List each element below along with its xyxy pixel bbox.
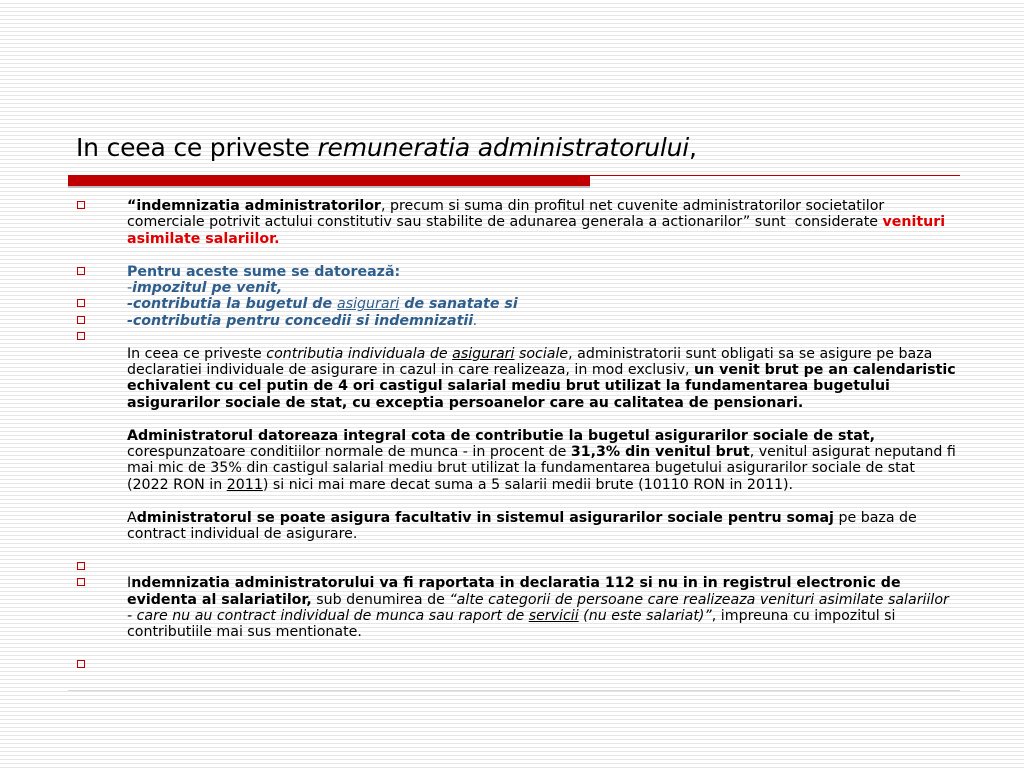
hollow-square-bullet-icon bbox=[77, 201, 85, 209]
bullet-paragraph bbox=[127, 329, 956, 345]
bullet-paragraph bbox=[127, 345, 961, 412]
text-run: , precum si suma din profitul net cuvenite administratorilor societatilor comerciale potrivit actului constitutiv sau stabilite de adunarea generala a actionarilor” sunt considerate bbox=[127, 198, 889, 231]
title-rule bbox=[68, 172, 960, 188]
bullet-item bbox=[76, 313, 956, 329]
bullet-item bbox=[76, 559, 956, 575]
text-run: asigurari bbox=[337, 296, 400, 313]
text-run: . bbox=[473, 312, 478, 329]
hollow-square-bullet-icon bbox=[77, 660, 85, 668]
hollow-square-bullet-icon bbox=[77, 299, 85, 307]
title-rule-red-bar bbox=[68, 175, 590, 186]
text-run: A bbox=[127, 509, 137, 526]
text-run: , impreuna cu impozitul si contributiile mai sus mentionate. bbox=[127, 608, 900, 641]
paragraph-gap bbox=[76, 641, 956, 657]
text-run: Administratorul datoreaza integral cota de contributie la bugetul asigurarilor sociale de stat, bbox=[127, 427, 875, 444]
text-run: -contributia la bugetul de bbox=[127, 296, 338, 313]
bullet-paragraph bbox=[127, 411, 956, 427]
hollow-square-bullet-icon bbox=[77, 332, 85, 340]
text-run: impozitul pe venit, bbox=[132, 280, 283, 297]
slide-title bbox=[76, 133, 697, 162]
slide-content bbox=[76, 198, 961, 674]
bottom-rule bbox=[68, 690, 960, 691]
title-rule-line bbox=[590, 175, 960, 176]
text-run: servicii bbox=[528, 608, 579, 625]
bullet-paragraph bbox=[127, 198, 956, 247]
bullet-paragraph bbox=[127, 493, 956, 509]
bullet-paragraph bbox=[127, 313, 956, 329]
text-run: asigurari bbox=[452, 345, 515, 362]
text-run: In ceea ce priveste bbox=[127, 345, 267, 362]
title-rule-shadow bbox=[68, 186, 590, 188]
text-run: venituri asimilate salariilor. bbox=[127, 214, 951, 247]
text-run: I bbox=[127, 575, 132, 592]
title-text: In ceea ce priveste bbox=[76, 133, 318, 162]
text-run: un venit brut pe an calendaristic echivalent cu cel putin de 4 ori castigul salarial mediu brut utilizat la fundamentarea bugetului asigurarilor sociale de stat, cu exceptia persoanelor care au calitatea de pensionari. bbox=[127, 362, 961, 411]
bullet-paragraph bbox=[127, 264, 956, 297]
bullet-paragraph bbox=[127, 510, 956, 543]
text-run: dministratorul se poate asigura facultativ in sistemul asigurarilor sociale pentru somaj bbox=[136, 509, 834, 526]
text-run: contributia individuala de bbox=[266, 345, 453, 362]
hollow-square-bullet-icon bbox=[77, 267, 85, 275]
text-run: de sanatate si bbox=[399, 296, 518, 313]
bullet-item bbox=[76, 264, 956, 297]
bullet-paragraph bbox=[127, 427, 961, 494]
text-run: 31,3% din venitul brut bbox=[570, 444, 750, 461]
text-run: - bbox=[127, 280, 133, 297]
title-suffix: , bbox=[689, 133, 697, 162]
text-run: -contributia pentru concedii si indemnizatii bbox=[127, 312, 474, 329]
text-run: (nu este salariat)” bbox=[578, 608, 712, 625]
bullet-item bbox=[76, 657, 956, 673]
bullet-paragraph bbox=[127, 657, 956, 673]
bullet-item bbox=[76, 296, 956, 312]
paragraph-gap bbox=[76, 542, 956, 558]
text-run: ndemnizatia administratorului va fi raportata in declaratia 112 si nu in in registrul electronic de evidenta al salariatilor, bbox=[127, 575, 906, 608]
text-run: , administratorii sunt obligati sa se asigure pe baza declaratiei individuale de asigurare in cazul in care realizeaza, in mod exclusiv, bbox=[127, 345, 937, 379]
text-run: “alte categorii de persoane care realizeaza venituri asimilate salariilor - care nu au contract individual de munca sau raport de bbox=[127, 591, 954, 625]
bullet-item bbox=[76, 329, 961, 543]
hollow-square-bullet-icon bbox=[77, 562, 85, 570]
bullet-paragraph bbox=[127, 575, 956, 641]
text-run: corespunzatoare conditiilor normale de munca - in procent de bbox=[127, 427, 880, 461]
text-run: sociale bbox=[514, 345, 569, 362]
hollow-square-bullet-icon bbox=[77, 578, 85, 586]
bullet-paragraph bbox=[127, 559, 956, 575]
text-run: sub denumirea de bbox=[311, 591, 450, 608]
text-run: , venitul asigurat neputand fi mai mic de 35% din castigul salarial mediu brut utilizat la fundamentarea bugetului asigurarilor sociale de stat (2022 RON in bbox=[127, 444, 961, 493]
text-run: 2011 bbox=[226, 476, 263, 493]
bullet-paragraph bbox=[127, 296, 956, 312]
paragraph-gap bbox=[76, 247, 956, 263]
bullet-item bbox=[76, 198, 956, 247]
text-run: Pentru aceste sume se datorează: bbox=[127, 263, 401, 280]
bullet-item bbox=[76, 575, 956, 641]
text-run: “indemnizatia administratorilor bbox=[127, 198, 381, 214]
hollow-square-bullet-icon bbox=[77, 316, 85, 324]
text-run: pe baza de contract individual de asigurare. bbox=[127, 509, 922, 543]
text-run: ) si nici mai mare decat suma a 5 salarii medii brute (10110 RON in 2011). bbox=[262, 476, 794, 493]
title-emphasis: remuneratia administratorului bbox=[317, 133, 689, 162]
